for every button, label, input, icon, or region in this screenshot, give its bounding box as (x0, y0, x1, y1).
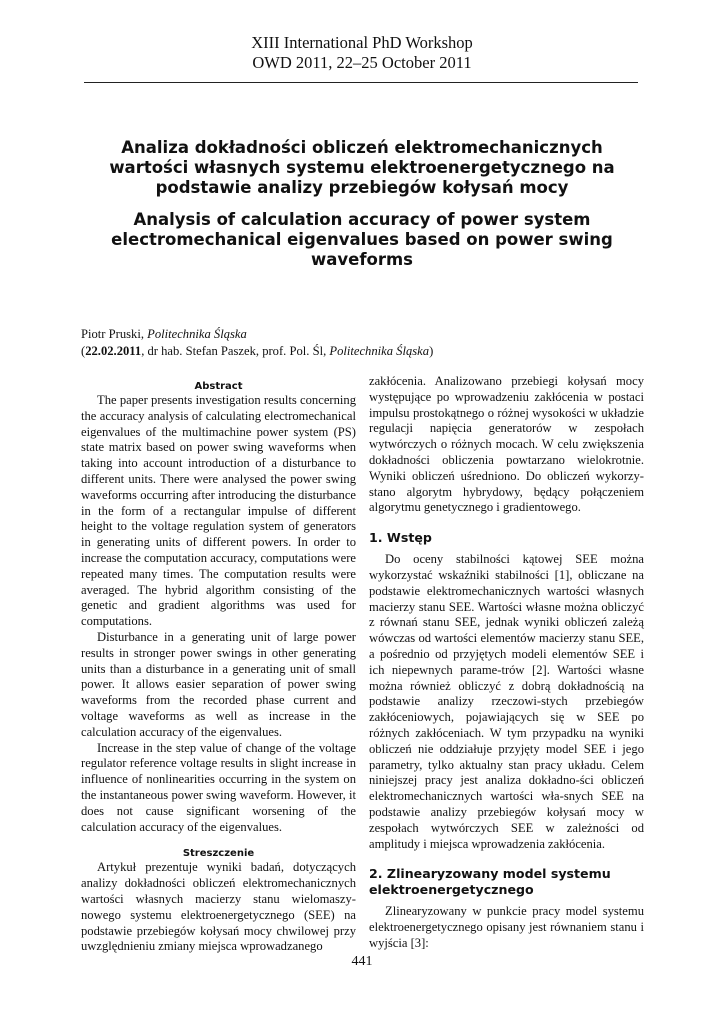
abstract-paragraph-3: Increase in the step value of change of the voltage regulator reference voltage results in slight increase in influence of nonlinearities occurring in the system on the instantaneous power swing waveform. However, it does not cause significant worsening of the calculation accuracy of the eigenvalues. (81, 740, 356, 834)
author-affiliation: Politechnika Śląska (147, 327, 247, 341)
abstract-paragraph-1: The paper presents investigation results concerning the accuracy analysis of calculating electromechanical eigenvalues of the multimachine power system (PS) state matrix based on power swing waveforms when taking into account introduction of a disturbance to different units. There were analysed the power swing waveforms occurring after introducing the disturbance in the form of a rectangular impulse of different height to the voltage regulation system of generators in generating units of different powers. In order to increase the computation accuracy, computations were repeated many times. The computation results were averaged. The hybrid algorithm consisting of the genetic and gradient algorithms was used for computations. (81, 393, 356, 629)
workshop-header (0, 33, 724, 73)
abstract-paragraph-2: Disturbance in a generating unit of large power results in stronger power swings in other generating units than a disturbance in a generating unit of small power. It allows easier separation of power swing waveforms from the recorded phase current and voltage waveforms as well as increase in the calculation accuracy of the eigenvalues. (81, 629, 356, 739)
streszczenie-paragraph-part-1: Artykuł prezentuje wyniki badań, dotyczących analizy dokładności obliczeń elektromechanicznych wartości własnych macierzy stanu wielomaszy-nowego systemu elektroenergetycznego (SEE) na podstawie przebiegów kołysań mocy chwilowej przy uwzględnieniu zmiany miejsca wprowadzanego (81, 860, 356, 954)
right-column (369, 374, 644, 952)
author-name: Piotr Pruski, (81, 327, 148, 341)
page-number: 441 (351, 954, 373, 969)
supervisor-affiliation: Politechnika Śląska (329, 344, 430, 358)
paren-close: ) (429, 344, 434, 358)
header-line-2: OWD 2011, 22–25 October 2011 (252, 53, 472, 72)
header-divider (84, 82, 638, 83)
section-2-paragraph: Zlinearyzowany w punkcie pracy model systemu elektroenergetycznego opisany jest równaniem stanu i wyjścia [3]: (369, 904, 644, 950)
section-1-paragraph: Do oceny stabilności kątowej SEE można wykorzystać wskaźniki stabilności [1], obliczane na podstawie elektromechanicznych wartości własnych macierzy stanu SEE. Wartości własne można obliczyć z równań stanu SEE, jednak wyniki obliczeń zależą wówczas od wartości elementów macierzy stanu SEE, a pośrednio od przyjętych modeli elementów SEE i ich niepewnych parame-trów [2]. Wartości własne można również obliczyć z dobrą dokładnością na podstawie analizy rzeczowi-stych przebiegów zakłóceniowych, pojawiających się w SEE po różnych zakłóceniach. W tym przypadku na wyniki obliczeń nie oddziałuje przyjęty model SEE i jego parametry, tylko aktualny stan pracy układu. Celem niniejszej pracy jest analiza dokładno-ści obliczeń elektromechanicznych wartości wła-snych SEE na podstawie analizy przebiegów kołysań mocy w zespołach wytwórczych SEE w zależności od amplitudy i miejsca wprowadzenia zakłócenia. (369, 552, 644, 851)
title-polish: Analiza dokładności obliczeń elektromechanicznych wartości własnych systemu elektroenergetycznego na podstawie analizy przebiegów kołysań mocy (109, 138, 615, 197)
paren-open: ( (81, 344, 86, 358)
header-line-1: XIII International PhD Workshop (251, 33, 473, 52)
submission-date: 22.02.2011 (85, 344, 142, 358)
supervisor-name: , dr hab. Stefan Paszek, prof. Pol. Śl, (141, 344, 330, 358)
section-1-heading: 1. Wstęp (369, 530, 432, 546)
title-english: Analysis of calculation accuracy of power system electromechanical eigenvalues based on power swing waveforms (111, 210, 613, 269)
author-block (81, 326, 641, 360)
section-2-heading: 2. Zlinearyzowany model systemu elektroenergetycznego (369, 866, 611, 898)
streszczenie-paragraph-part-2: zakłócenia. Analizowano przebiegi kołysań mocy występujące po wprowadzeniu zakłócenia w postaci impulsu prostokątnego o różnej wysokości w układzie regulacji napięcia generatorów w zespołach wytwórczych o różnych mocach. W celu zwiększenia dokładności obliczenia powtarzano wielokrotnie. Wyniki obliczeń uśredniono. Do obliczeń wykorzy-stano algorytm hybrydowy, będący połączeniem algorytmu genetycznego i gradientowego. (369, 374, 644, 515)
abstract-heading: Abstract (194, 381, 243, 392)
supervisor-line (81, 343, 641, 360)
streszczenie-heading: Streszczenie (182, 848, 255, 860)
left-column (81, 374, 356, 955)
author-line (81, 326, 641, 343)
